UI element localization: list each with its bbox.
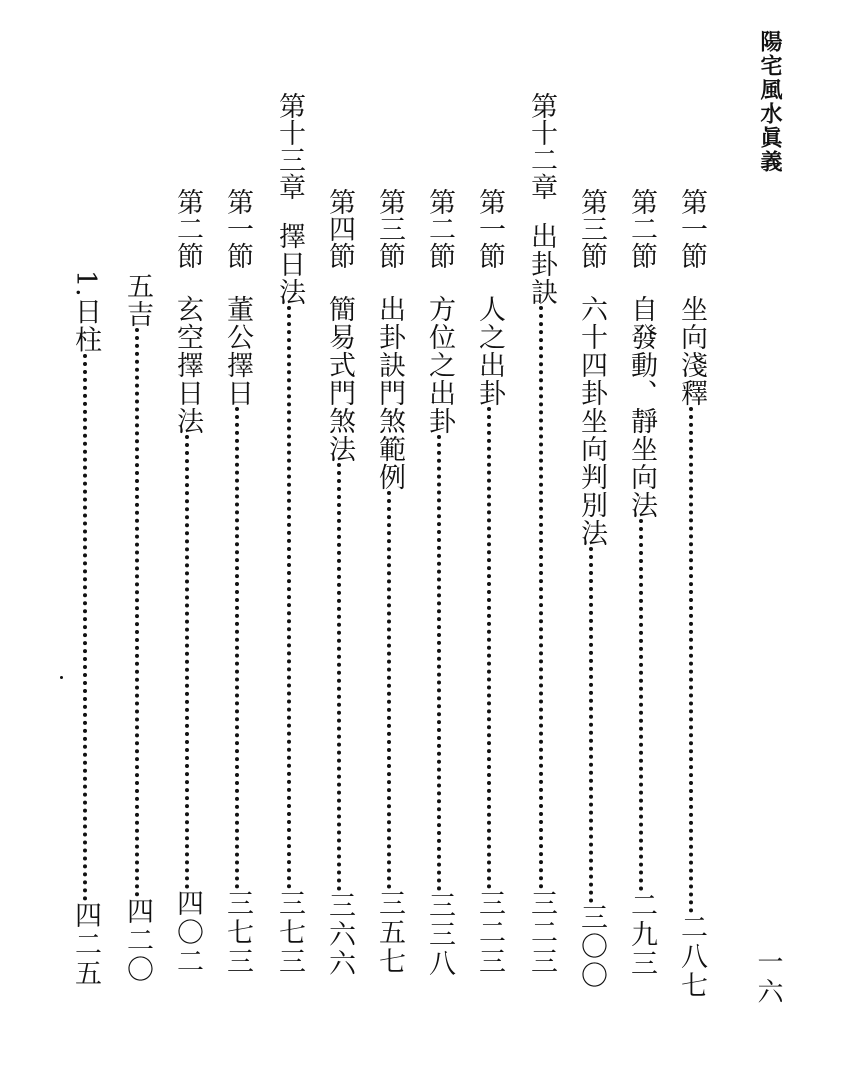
stray-ink-dot xyxy=(60,676,63,679)
entry-page: 三七三 xyxy=(274,889,305,976)
dot-leader xyxy=(235,407,239,889)
entry-label: 第三節 xyxy=(374,188,405,269)
toc-entry-2 xyxy=(618,188,664,978)
entry-label: 第十三章 xyxy=(274,92,305,200)
entry-title: 董公擇日 xyxy=(222,295,253,407)
toc-entry-10 xyxy=(214,188,260,976)
toc-entry-6 xyxy=(416,188,462,978)
entry-label: 第一節 xyxy=(222,188,253,269)
dot-leader xyxy=(437,435,441,891)
entry-page: 四〇二 xyxy=(172,889,203,976)
entry-title: 六十四卦坐向判別法 xyxy=(576,295,607,547)
entry-page: 四二五 xyxy=(70,901,101,988)
entry-page: 三三八 xyxy=(424,891,455,978)
entry-title: 五吉 xyxy=(122,272,153,328)
entry-label: 第二節 xyxy=(172,188,203,269)
entry-title: 1.日柱 xyxy=(70,270,101,354)
dot-leader xyxy=(387,491,391,889)
entry-page: 四二〇 xyxy=(122,897,153,984)
entry-label: 第二節 xyxy=(424,188,455,269)
dot-leader xyxy=(639,519,643,891)
toc-entry-12 xyxy=(114,272,160,984)
entry-title: 方位之出卦 xyxy=(424,295,455,435)
entry-page: 二八七 xyxy=(676,913,707,1000)
dot-leader xyxy=(589,547,593,903)
toc-entry-chapter-12 xyxy=(518,92,564,976)
toc-entry-5 xyxy=(466,188,512,976)
dot-leader xyxy=(287,306,291,889)
dot-leader xyxy=(337,463,341,891)
entry-title: 自發動、靜坐向法 xyxy=(626,295,657,519)
dot-leader xyxy=(83,354,87,901)
entry-title: 坐向淺釋 xyxy=(676,295,707,407)
entry-page: 三六六 xyxy=(324,891,355,978)
entry-title: 出卦訣門煞範例 xyxy=(374,295,405,491)
entry-page: 二九三 xyxy=(626,891,657,978)
entry-label: 第一節 xyxy=(676,188,707,269)
entry-title: 人之出卦 xyxy=(474,295,505,407)
dot-leader xyxy=(185,435,189,889)
entry-label: 第二節 xyxy=(626,188,657,269)
entry-title: 玄空擇日法 xyxy=(172,295,203,435)
dot-leader xyxy=(135,328,139,897)
toc-entry-1 xyxy=(668,188,714,1000)
entry-label: 第十二章 xyxy=(526,92,557,200)
entry-page: 三七三 xyxy=(222,889,253,976)
page-number: 一六 xyxy=(753,948,783,1008)
toc-entry-chapter-13 xyxy=(266,92,312,976)
entry-page: 三二三 xyxy=(526,889,557,976)
entry-title: 擇日法 xyxy=(274,222,305,306)
toc-entry-8 xyxy=(316,188,362,978)
toc-entry-3 xyxy=(568,188,614,990)
toc-entry-7 xyxy=(366,188,412,976)
entry-label: 第一節 xyxy=(474,188,505,269)
entry-label: 第四節 xyxy=(324,188,355,269)
dot-leader xyxy=(689,407,693,913)
toc-entry-13 xyxy=(62,270,108,988)
entry-page: 三二三 xyxy=(474,889,505,976)
book-title: 陽宅風水眞義 xyxy=(757,30,783,174)
entry-page: 三五七 xyxy=(374,889,405,976)
dot-leader xyxy=(539,306,543,889)
entry-title: 簡易式門煞法 xyxy=(324,295,355,463)
dot-leader xyxy=(487,407,491,889)
toc-entry-11 xyxy=(164,188,210,976)
entry-title: 出卦訣 xyxy=(526,222,557,306)
entry-page: 三〇〇 xyxy=(576,903,607,990)
entry-label: 第三節 xyxy=(576,188,607,269)
